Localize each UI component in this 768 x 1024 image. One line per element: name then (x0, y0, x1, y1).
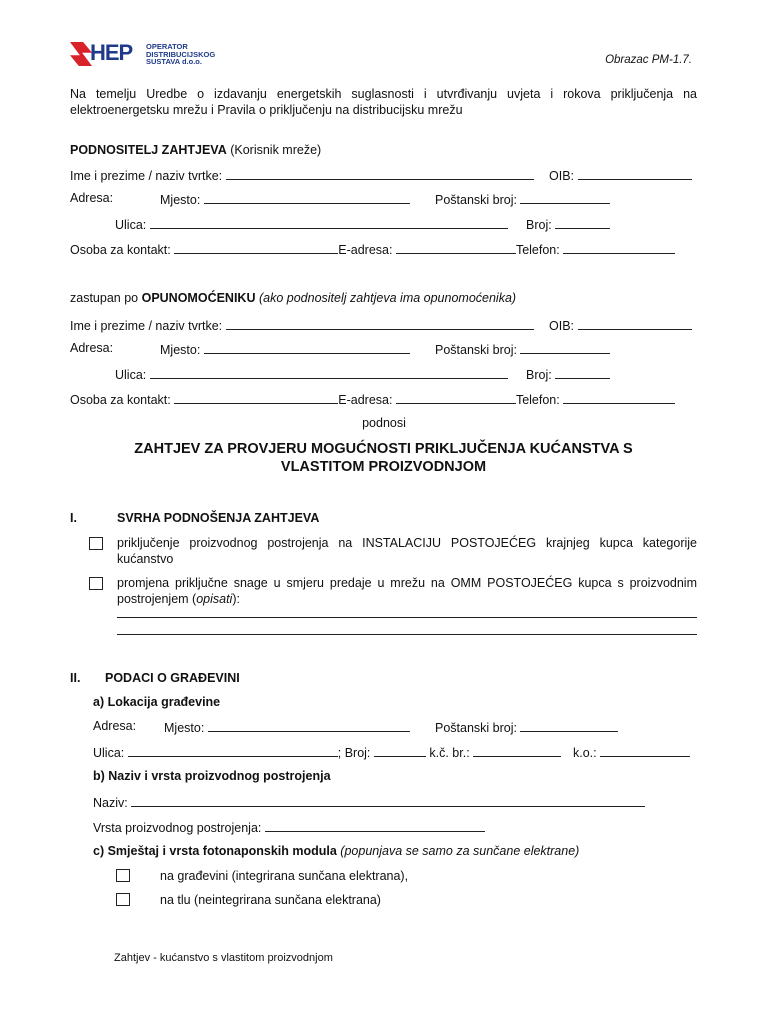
number-label: ; Broj: (337, 746, 371, 760)
proxy-number-field[interactable] (555, 366, 610, 379)
description-line-2[interactable] (117, 634, 697, 635)
applicant-street-row (115, 216, 508, 232)
modules-title: c) Smještaj i vrsta fotonaponskih modula (93, 844, 337, 858)
plant-name-row (93, 794, 645, 810)
hep-logo-icon (70, 42, 92, 66)
postal-label: Poštanski broj: (435, 193, 517, 207)
number-label: Broj: (526, 218, 552, 232)
proxy-prefix: zastupan po (70, 291, 139, 305)
building-street-field[interactable] (128, 744, 338, 757)
applicant-place-field[interactable] (204, 191, 410, 204)
section2-number: II. (70, 671, 81, 685)
proxy-email-field[interactable] (396, 391, 516, 404)
street-label: Ulica: (115, 368, 147, 382)
applicant-oib-row (549, 167, 692, 183)
logo-subtitle (146, 43, 215, 66)
logo-sub-line: DISTRIBUCIJSKOG (146, 49, 216, 59)
proxy-street-field[interactable] (150, 366, 508, 379)
building-postal-row (435, 719, 618, 735)
postal-label: Poštanski broj: (435, 343, 517, 357)
modules-note: (popunjava se samo za sunčane elektrane) (340, 844, 580, 858)
oib-label: OIB: (549, 169, 575, 183)
modules-option-2: na tlu (neintegrirana sunčana elektrana) (160, 893, 381, 907)
oib-label: OIB: (549, 319, 575, 333)
title-line: ZAHTJEV ZA PROVJERU MOGUĆNOSTI PRIKLJUČENJA KUĆANSTVA S (134, 441, 633, 457)
applicant-name-field[interactable] (226, 167, 534, 180)
purpose-checkbox-2[interactable] (89, 577, 103, 590)
modules-subtitle (93, 844, 579, 858)
street-label: Ulica: (93, 746, 125, 760)
place-label: Mjesto: (160, 193, 201, 207)
ko-label: k.o.: (573, 746, 597, 760)
logo-sub-line: SUSTAVA d.o.o. (146, 57, 202, 66)
applicant-place-row (160, 191, 410, 207)
postal-label: Poštanski broj: (435, 721, 517, 735)
contact-label: Osoba za kontakt: (70, 393, 171, 407)
building-number-field[interactable] (374, 744, 426, 757)
place-label: Mjesto: (160, 343, 201, 357)
purpose-option-1: priključenje proizvodnog postrojenja na INSTALACIJU POSTOJEĆEG krajnjeg kupca kategorije kućanstvo (117, 536, 697, 566)
building-place-field[interactable] (208, 719, 410, 732)
logo-sub-line: OPERATOR (146, 42, 188, 51)
applicant-email-field[interactable] (396, 241, 516, 254)
proxy-place-row (160, 341, 410, 357)
applicant-contact-field[interactable] (174, 241, 338, 254)
address-label: Adresa: (70, 191, 114, 205)
proxy-oib-row (549, 317, 692, 333)
option2-text-end: ): (232, 592, 240, 606)
proxy-contact-row (70, 391, 675, 407)
proxy-postal-row (435, 341, 610, 357)
applicant-name-row (70, 167, 534, 183)
email-label: E-adresa: (338, 393, 393, 407)
place-label: Mjesto: (164, 721, 205, 735)
form-number: Obrazac PM-1.7. (605, 54, 692, 66)
section1-title: SVRHA PODNOŠENJA ZAHTJEVA (117, 511, 320, 525)
proxy-contact-field[interactable] (174, 391, 338, 404)
applicant-heading-note: (Korisnik mreže) (230, 143, 322, 157)
building-address-label: Adresa: (93, 719, 137, 733)
applicant-phone-field[interactable] (563, 241, 675, 254)
phone-label: Telefon: (515, 393, 560, 407)
building-ko-field[interactable] (600, 744, 690, 757)
description-line-1[interactable] (117, 617, 697, 618)
applicant-postal-row (435, 191, 610, 207)
applicant-street-field[interactable] (150, 216, 508, 229)
page-footer: Zahtjev - kućanstvo s vlastitom proizvodnjom (114, 952, 333, 964)
applicant-heading (70, 143, 321, 157)
plant-type-row (93, 819, 485, 835)
hep-logo (70, 42, 220, 70)
building-kc-field[interactable] (473, 744, 561, 757)
plant-type-field[interactable] (265, 819, 485, 832)
proxy-place-field[interactable] (204, 341, 410, 354)
contact-label: Osoba za kontakt: (70, 243, 171, 257)
modules-checkbox-1[interactable] (116, 869, 130, 882)
section2-title: PODACI O GRAĐEVINI (105, 671, 240, 685)
building-street-row (93, 744, 561, 760)
kc-label: k.č. br.: (429, 746, 470, 760)
proxy-name-row (70, 317, 534, 333)
applicant-postal-field[interactable] (520, 191, 610, 204)
plant-subtitle: b) Naziv i vrsta proizvodnog postrojenja (93, 769, 331, 783)
name-label: Ime i prezime / naziv tvrtke: (70, 169, 223, 183)
plant-name-field[interactable] (131, 794, 645, 807)
proxy-oib-field[interactable] (578, 317, 692, 330)
option2-italic: opisati (196, 592, 233, 606)
location-subtitle: a) Lokacija građevine (93, 695, 221, 709)
modules-option-1: na građevini (integrirana sunčana elektrana), (160, 869, 409, 883)
proxy-phone-field[interactable] (563, 391, 675, 404)
option2-text: promjena priključne snage u smjeru predaje u mrežu na OMM POSTOJEĆEG kupca s proizvodnim postrojenjem ( (117, 576, 697, 606)
proxy-heading (70, 291, 516, 305)
submits-text: podnosi (362, 416, 406, 430)
modules-checkbox-2[interactable] (116, 893, 130, 906)
applicant-oib-field[interactable] (578, 167, 692, 180)
proxy-street-row (115, 366, 508, 382)
proxy-note: (ako podnositelj zahtjeva ima opunomoćenika) (258, 291, 517, 305)
applicant-number-row (526, 216, 610, 232)
applicant-heading-title: PODNOSITELJ ZAHTJEVA (70, 143, 227, 157)
email-label: E-adresa: (338, 243, 393, 257)
building-ko-row (573, 744, 690, 760)
building-place-row (164, 719, 410, 735)
section1-number: I. (70, 511, 77, 525)
plant-type-label: Vrsta proizvodnog postrojenja: (93, 821, 262, 835)
purpose-checkbox-1[interactable] (89, 537, 103, 550)
name-label: Ime i prezime / naziv tvrtke: (70, 319, 223, 333)
document-title (70, 440, 697, 476)
intro-text: Na temelju Uredbe o izdavanju energetskih suglasnosti i utvrđivanju uvjeta i rokova priključenja na elektroenergetsku mrežu i Pravila o priključenju na distribucijsku mrežu (70, 87, 697, 117)
number-label: Broj: (526, 368, 552, 382)
proxy-heading-title: OPUNOMOĆENIKU (141, 291, 256, 305)
purpose-option-2 (117, 575, 697, 607)
proxy-number-row (526, 366, 610, 382)
logo-name: HEP (90, 40, 133, 65)
proxy-name-field[interactable] (226, 317, 534, 330)
title-line: VLASTITOM PROIZVODNJOM (280, 459, 487, 475)
street-label: Ulica: (115, 218, 147, 232)
building-postal-field[interactable] (520, 719, 618, 732)
phone-label: Telefon: (515, 243, 560, 257)
applicant-contact-row (70, 241, 675, 257)
applicant-number-field[interactable] (555, 216, 610, 229)
proxy-postal-field[interactable] (520, 341, 610, 354)
address-label: Adresa: (70, 341, 114, 355)
plant-name-label: Naziv: (93, 796, 128, 810)
